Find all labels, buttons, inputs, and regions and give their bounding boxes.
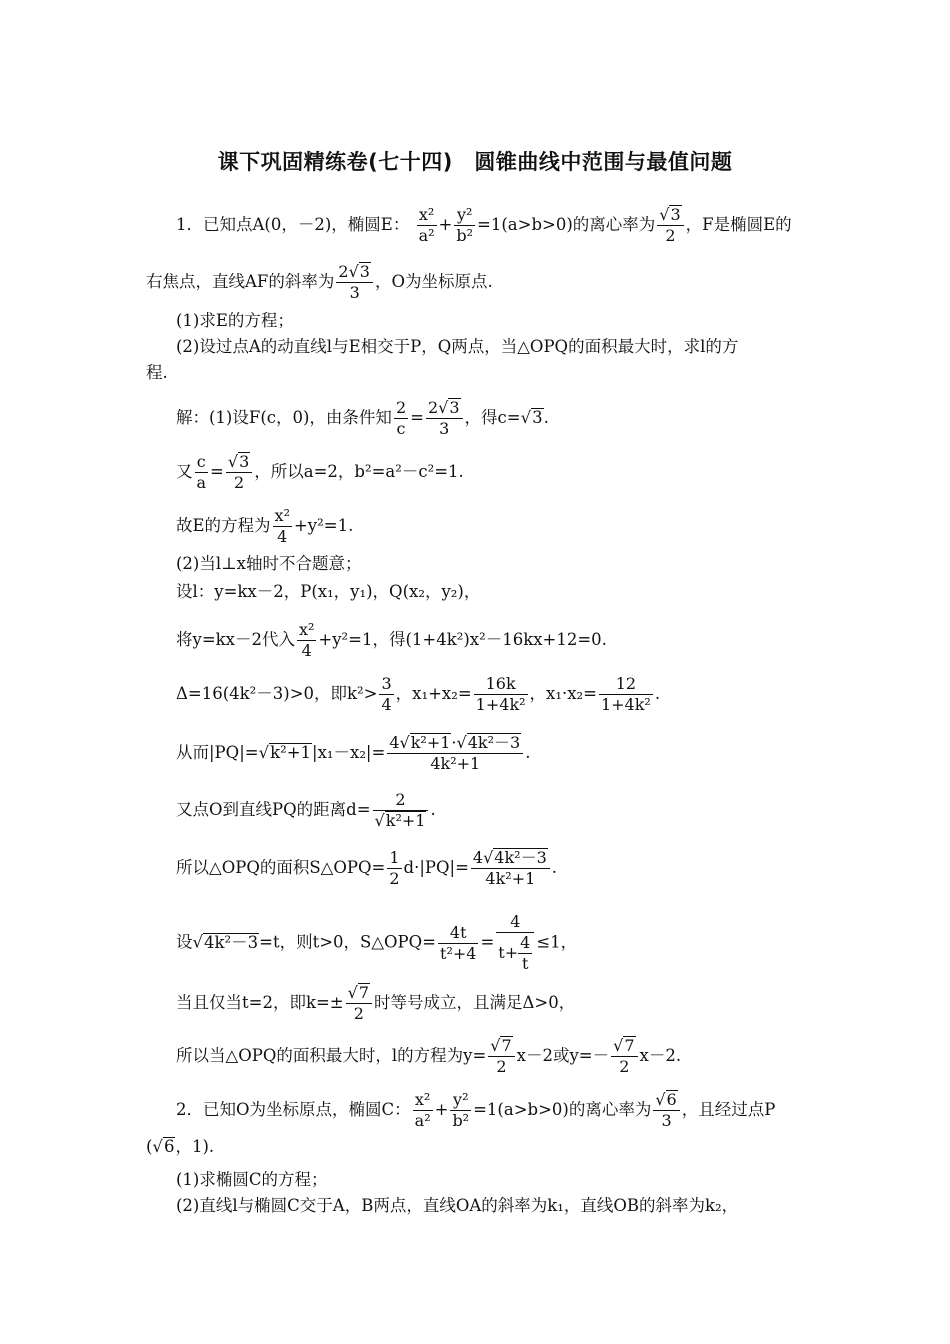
solution-line-5: 设l：y=kx－2，P(x₁，y₁)，Q(x₂，y₂)， (176, 582, 481, 601)
solution-line-8: 从而|PQ|=√k²+1|x₁－x₂|= $\frac{\text{4√k²+1·√4k²－3}}{\text{4k²+1}}$ . (176, 733, 531, 773)
problem-2-q2: (2)直线l与椭圆C交于A，B两点，直线OA的斜率为k₁，直线OB的斜率为k₂， (176, 1196, 739, 1215)
solution-line-4: (2)当l⊥x轴时不合题意； (176, 554, 362, 573)
problem-1-line-2: 右焦点，直线AF的斜率为 $\frac{2√3}{3}$ ，O为坐标原点. (146, 262, 493, 302)
solution-line-2: 又 $\frac{c}{a}$ = $\frac{√3}{2}$ ，所以a=2，b²=a²－c²=1. (176, 452, 464, 492)
problem-1-q1: (1)求E的方程； (176, 311, 294, 330)
problem-2-line-2: (√6，1). (146, 1137, 215, 1156)
problem-2-q1: (1)求椭圆C的方程； (176, 1170, 328, 1189)
solution-line-9: 又点O到直线PQ的距离d= $\frac{2}{\text{√k²+1}}$ . (176, 790, 436, 830)
solution-line-10: 所以△OPQ的面积S△OPQ= $\frac{1}{2}$ d·|PQ|= $\frac{\text{4√4k²－3}}{\text{4k²+1}}$ . (176, 848, 558, 888)
solution-line-7: Δ=16(4k²－3)>0，即k²> $\frac{3}{4}$ ，x₁+x₂= $\frac{16k}{\text{1+4k²}}$ ，x₁·x₂= $\frac{12}{\text{1+4k²}}$ . (176, 674, 661, 714)
problem-1-q2-cont: 程. (146, 363, 168, 382)
problem-2-line-1: 2．已知O为坐标原点，椭圆C： $\frac{\text{x²}}{\text{a²}}$ + $\frac{\text{y²}}{\text{b²}}$ =1(a>b>0)的离心率为 $\frac{√6}{3}$ ，且经过点P (176, 1090, 776, 1130)
solution-line-11: 设√4k²－3=t，则t>0，S△OPQ= $\frac{4t}{\text{t²+4}}$ = 4 t+ $\frac{4}{t}$ ≤1， (176, 912, 578, 973)
problem-1-line-1: 1．已知点A(0，－2)，椭圆E： $\frac{\text{x²}}{\text{a²}}$ + $\frac{\text{y²}}{\text{b²}}$ =1(a>b>0)的离心率为 $\frac{√3}{2}$ ，F是椭圆E的 (176, 205, 792, 245)
solution-line-13: 所以当△OPQ的面积最大时，l的方程为y= $\frac{√7}{2}$ x－2或y=－ $\frac{√7}{2}$ x－2. (176, 1036, 682, 1076)
solution-line-1: 解：(1)设F(c，0)，由条件知 $\frac{2}{c}$ = $\frac{2√3}{3}$ ，得c=√3. (176, 398, 549, 438)
solution-line-3: 故E的方程为 $\frac{\text{x²}}{4}$ +y²=1. (176, 506, 354, 546)
page-title: 课下巩固精练卷(七十四) 圆锥曲线中范围与最值问题 (217, 150, 733, 174)
problem-1-q2: (2)设过点A的动直线l与E相交于P，Q两点，当△OPQ的面积最大时，求l的方 (176, 337, 739, 356)
solution-line-6: 将y=kx－2代入 $\frac{\text{x²}}{4}$ +y²=1，得(1+4k²)x²－16kx+12=0. (176, 620, 607, 660)
solution-line-12: 当且仅当t=2，即k=± $\frac{√7}{2}$ 时等号成立，且满足Δ>0， (176, 983, 576, 1023)
